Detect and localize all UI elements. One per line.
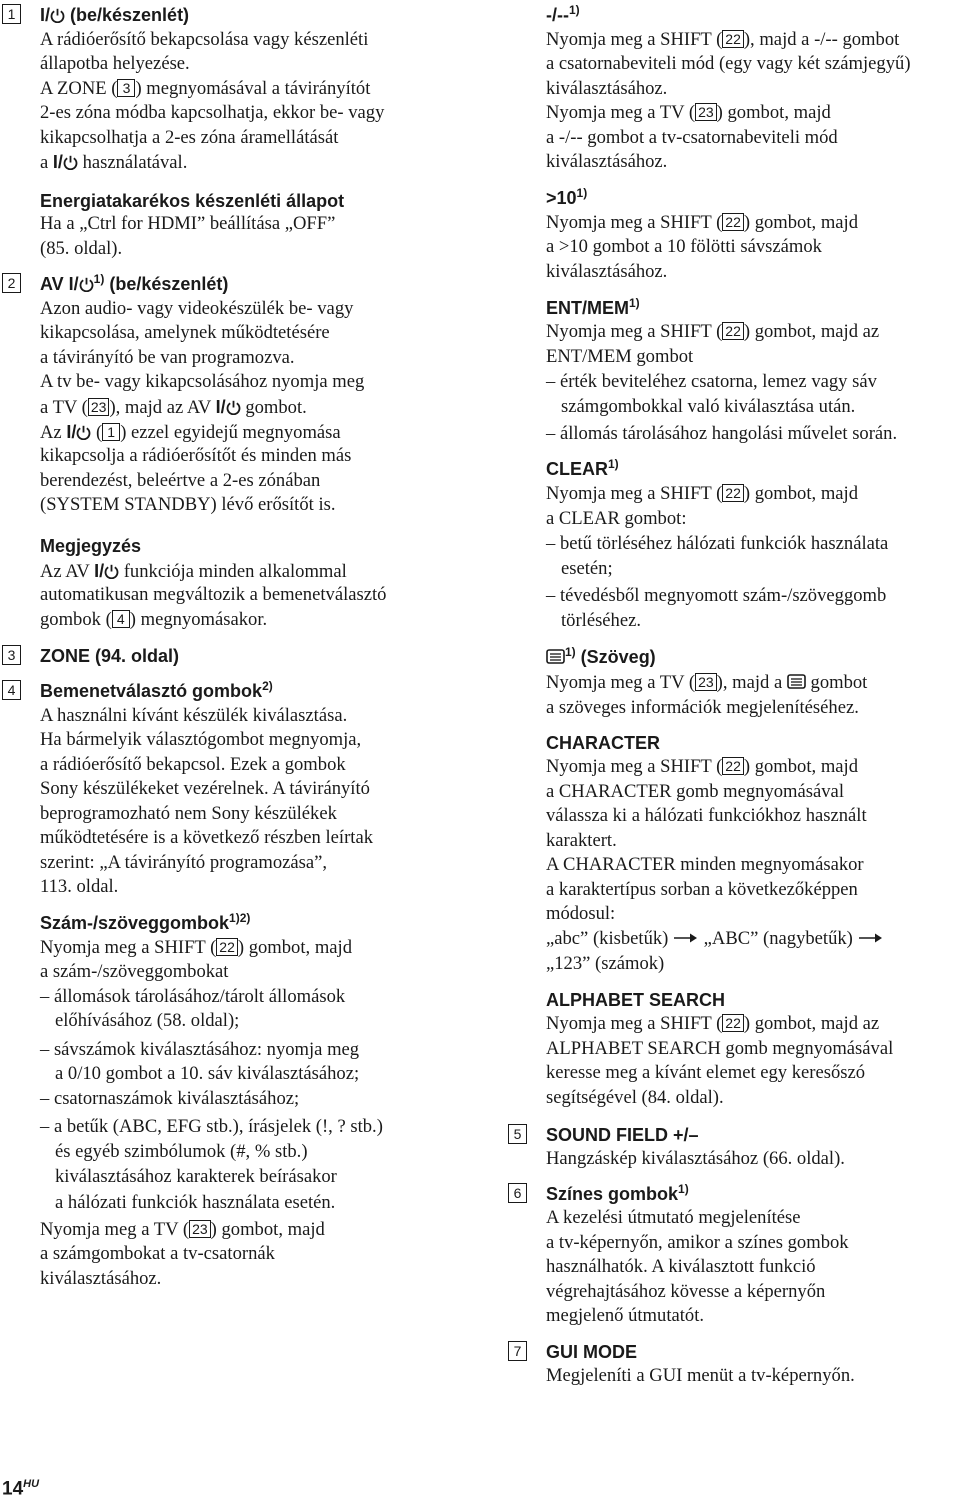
text-line: kiválasztásához.	[546, 261, 668, 282]
text-line: gombok ( 4 ) megnyomásakor.	[40, 609, 268, 630]
section-marker-2: 2	[2, 273, 21, 293]
ent-mem-heading: ENT/MEM$^{1)}$	[546, 296, 640, 318]
text-line: a szöveges információk megjelenítéséhez.	[546, 697, 859, 718]
key-ref-22: 22	[216, 938, 238, 956]
text-line: a távirányító be van programozva.	[40, 347, 295, 368]
text-line: ALPHABET SEARCH gomb megnyomásával	[546, 1038, 894, 1059]
key-ref-23: 23	[695, 673, 717, 691]
power-standby-icon	[63, 153, 78, 168]
gt10-heading: $>10^{1)}$	[546, 186, 588, 208]
text-line: a TV ( 23 ), majd az AV I/ gombot.	[40, 397, 307, 418]
text-button-heading: $^{1)}$ (Szöveg)	[546, 645, 656, 669]
text-line: törléséhez.	[561, 610, 642, 631]
text-line: Nyomja meg a TV ( 23 ), majd a gombot	[546, 672, 868, 693]
section-marker-4: 4	[2, 680, 21, 700]
section-2-heading: AV I/ $^{1)}$ (be/készenlét)	[40, 272, 229, 294]
list-item: – a betűk (ABC, EFG stb.), írásjelek (!, ? stb.)	[40, 1116, 383, 1137]
text-line: a karaktertípus sorban a következőképpen	[546, 879, 858, 900]
text-line: „123” (számok)	[546, 953, 665, 974]
arrow-right-icon	[673, 927, 699, 939]
page-number: $14^{HU}$	[2, 1478, 40, 1500]
list-item: – betű törléséhez hálózati funkciók használata	[546, 533, 889, 554]
text-line: működtetésére is a következő részben leírtak	[40, 827, 373, 848]
text-line: Nyomja meg a TV ( 23 ) gombot, majd	[40, 1219, 325, 1240]
text-line: Ha bármelyik választógombot megnyomja,	[40, 729, 362, 750]
text-line: Ha a „Ctrl for HDMI” beállítása „OFF”	[40, 213, 336, 234]
text-line: válassza ki a hálózati funkciókhoz használt	[546, 805, 867, 826]
text-line: automatikusan megváltozik a bemenetválasztó	[40, 584, 387, 605]
text-line: Nyomja meg a SHIFT ( 22 ) gombot, majd	[546, 212, 858, 233]
section-3-heading: ZONE (94. oldal)	[40, 646, 180, 666]
section-6-heading: Színes gombok$^{1)}$	[546, 1182, 689, 1204]
arrow-right-icon	[858, 927, 884, 939]
key-ref-22: 22	[722, 757, 744, 775]
text-line: 2-es zóna módba kapcsolhatja, ekkor be- vagy	[40, 102, 385, 123]
teletext-icon	[787, 673, 806, 689]
power-standby-icon	[226, 398, 241, 413]
power-standby-icon	[104, 562, 119, 577]
subheading-eco-standby: Energiatakarékos készenléti állapot	[40, 191, 345, 211]
text-line: kikapcsolja a rádióerősítőt és minden más	[40, 445, 352, 466]
text-line: kiválasztásához karakterek beírásakor	[55, 1166, 337, 1187]
text-line: „abc” (kisbetűk) „ABC” (nagybetűk)	[546, 927, 884, 951]
key-ref-22: 22	[722, 1014, 744, 1032]
text-line: segítségével (84. oldal).	[546, 1087, 724, 1108]
text-line: kiválasztásához.	[40, 1268, 162, 1289]
teletext-icon	[546, 647, 565, 663]
text-line: A CHARACTER minden megnyomásakor	[546, 854, 864, 875]
text-line: kikapcsolhatja a 2-es zóna áramellátását	[40, 127, 339, 148]
text-line: karaktert.	[546, 830, 617, 851]
key-ref-22: 22	[722, 322, 744, 340]
text-line: Sony készülékeket vezérelnek. A távirányító	[40, 778, 370, 799]
text-line: előhívásához (58. oldal);	[55, 1010, 240, 1031]
text-line: a >10 gombot a 10 fölötti sávszámok	[546, 236, 822, 257]
text-line: A ZONE ( 3 ) megnyomásával a távirányítót	[40, 78, 371, 99]
key-ref-22: 22	[722, 30, 744, 48]
alphabet-search-heading: ALPHABET SEARCH	[546, 990, 726, 1010]
text-line: Hangzáskép kiválasztásához (66. oldal).	[546, 1148, 845, 1169]
list-item: – csatornaszámok kiválasztásához;	[40, 1088, 300, 1109]
text-line: a 0/10 gombot a 10. sáv kiválasztásához;	[55, 1063, 360, 1084]
text-line: (85. oldal).	[40, 238, 123, 259]
section-marker-6: 6	[508, 1183, 527, 1203]
character-heading: CHARACTER	[546, 733, 660, 753]
clear-heading: CLEAR$^{1)}$	[546, 457, 619, 479]
text-line: (SYSTEM STANDBY) lévő erősítőt is.	[40, 494, 336, 515]
key-ref-3: 3	[117, 79, 135, 97]
text-line: a rádióerősítő bekapcsol. Ezek a gombok	[40, 754, 346, 775]
text-line: módosul:	[546, 903, 616, 924]
text-line: végrehajtásához kövesse a képernyőn	[546, 1281, 826, 1302]
key-ref-23: 23	[695, 103, 717, 121]
text-line: Nyomja meg a SHIFT ( 22 ) gombot, majd	[546, 756, 858, 777]
text-line: Nyomja meg a TV ( 23 ) gombot, majd	[546, 102, 831, 123]
text-line: a CLEAR gombot:	[546, 508, 687, 529]
text-line: a szám-/szöveggombokat	[40, 961, 229, 982]
text-line: Nyomja meg a SHIFT ( 22 ) gombot, majd	[40, 937, 352, 958]
list-item: – állomás tárolásához hangolási művelet során.	[546, 423, 898, 444]
text-line: megjelenő útmutatót.	[546, 1305, 705, 1326]
power-standby-icon	[79, 274, 94, 289]
text-line: kikapcsolása, amelynek működtetésére	[40, 322, 330, 343]
list-item: – tévedésből megnyomott szám-/szöveggomb	[546, 585, 887, 606]
text-line: A rádióerősítő bekapcsolása vagy készenléti	[40, 29, 369, 50]
power-standby-icon	[76, 423, 91, 438]
power-standby-icon	[50, 5, 65, 20]
key-ref-22: 22	[722, 484, 744, 502]
text-line: Nyomja meg a SHIFT ( 22 ) gombot, majd	[546, 483, 858, 504]
text-line: állapotba helyezése.	[40, 53, 190, 74]
section-7-heading: GUI MODE	[546, 1342, 638, 1362]
text-line: Megjeleníti a GUI menüt a tv-képernyőn.	[546, 1365, 855, 1386]
text-line: kiválasztásához.	[546, 151, 668, 172]
text-line: a tv-képernyőn, amikor a színes gombok	[546, 1232, 849, 1253]
section-marker-7: 7	[508, 1341, 527, 1361]
key-ref-23: 23	[189, 1220, 211, 1238]
text-line: Nyomja meg a SHIFT ( 22 ) gombot, majd az	[546, 1013, 880, 1034]
subheading-number-text-buttons: Szám-/szöveggombok$^{1)2)}$	[40, 911, 251, 933]
section-marker-1: 1	[2, 4, 21, 24]
text-line: keresse meg a kívánt elemet egy keresőszó	[546, 1062, 866, 1083]
list-item: – állomások tárolásához/tárolt állomások	[40, 986, 346, 1007]
text-line: számgombokkal való kiválasztása után.	[561, 396, 856, 417]
text-line: és egyéb szimbólumok (#, % stb.)	[55, 1141, 308, 1162]
section-marker-5: 5	[508, 1124, 527, 1144]
text-line: kiválasztásához.	[546, 78, 668, 99]
text-line: Nyomja meg a SHIFT ( 22 ), majd a -/-- gombot	[546, 29, 900, 50]
section-4-heading: Bemenetválasztó gombok$^{2)}$	[40, 679, 273, 701]
key-ref-4: 4	[112, 610, 130, 628]
section-5-heading: SOUND FIELD +/–	[546, 1125, 699, 1145]
key-ref-22: 22	[722, 213, 744, 231]
text-line: A tv be- vagy kikapcsolásához nyomja meg	[40, 371, 365, 392]
text-line: Azon audio- vagy videokészülék be- vagy	[40, 298, 354, 319]
text-line: Az AV I/ funkciója minden alkalommal	[40, 561, 347, 582]
text-line: a hálózati funkciók használata esetén.	[55, 1192, 336, 1213]
text-line: használhatók. A kiválasztott funkció	[546, 1256, 816, 1277]
text-line: A kezelési útmutató megjelenítése	[546, 1207, 801, 1228]
note-heading: Megjegyzés	[40, 536, 142, 556]
text-line: a CHARACTER gomb megnyomásával	[546, 781, 844, 802]
text-line: a I/ használatával.	[40, 152, 188, 173]
text-line: A használni kívánt készülék kiválasztása.	[40, 705, 348, 726]
text-line: berendezést, beleértve a 2-es zónában	[40, 470, 321, 491]
dash-heading: -/--$^{1)}$	[546, 3, 580, 25]
key-ref-1: 1	[102, 423, 120, 441]
text-line: esetén;	[561, 558, 613, 579]
text-line: ENT/MEM gombot	[546, 346, 694, 367]
section-marker-3: 3	[2, 645, 21, 665]
text-line: Nyomja meg a SHIFT ( 22 ) gombot, majd az	[546, 321, 880, 342]
text-line: 113. oldal.	[40, 876, 119, 897]
text-line: szerint: „A távirányító programozása”,	[40, 852, 328, 873]
text-line: a számgombokat a tv-csatornák	[40, 1243, 275, 1264]
text-line: beprogramozható nem Sony készülékek	[40, 803, 337, 824]
text-line: Az I/ ( 1 ) ezzel egyidejű megnyomása	[40, 422, 341, 443]
key-ref-23: 23	[88, 398, 110, 416]
text-line: a csatornabeviteli mód (egy vagy két számjegyű)	[546, 53, 911, 74]
section-1-heading: I/ (be/készenlét)	[40, 5, 190, 25]
list-item: – sávszámok kiválasztásához: nyomja meg	[40, 1039, 360, 1060]
list-item: – érték beviteléhez csatorna, lemez vagy sáv	[546, 371, 877, 392]
text-line: a -/-- gombot a tv-csatornabeviteli mód	[546, 127, 838, 148]
